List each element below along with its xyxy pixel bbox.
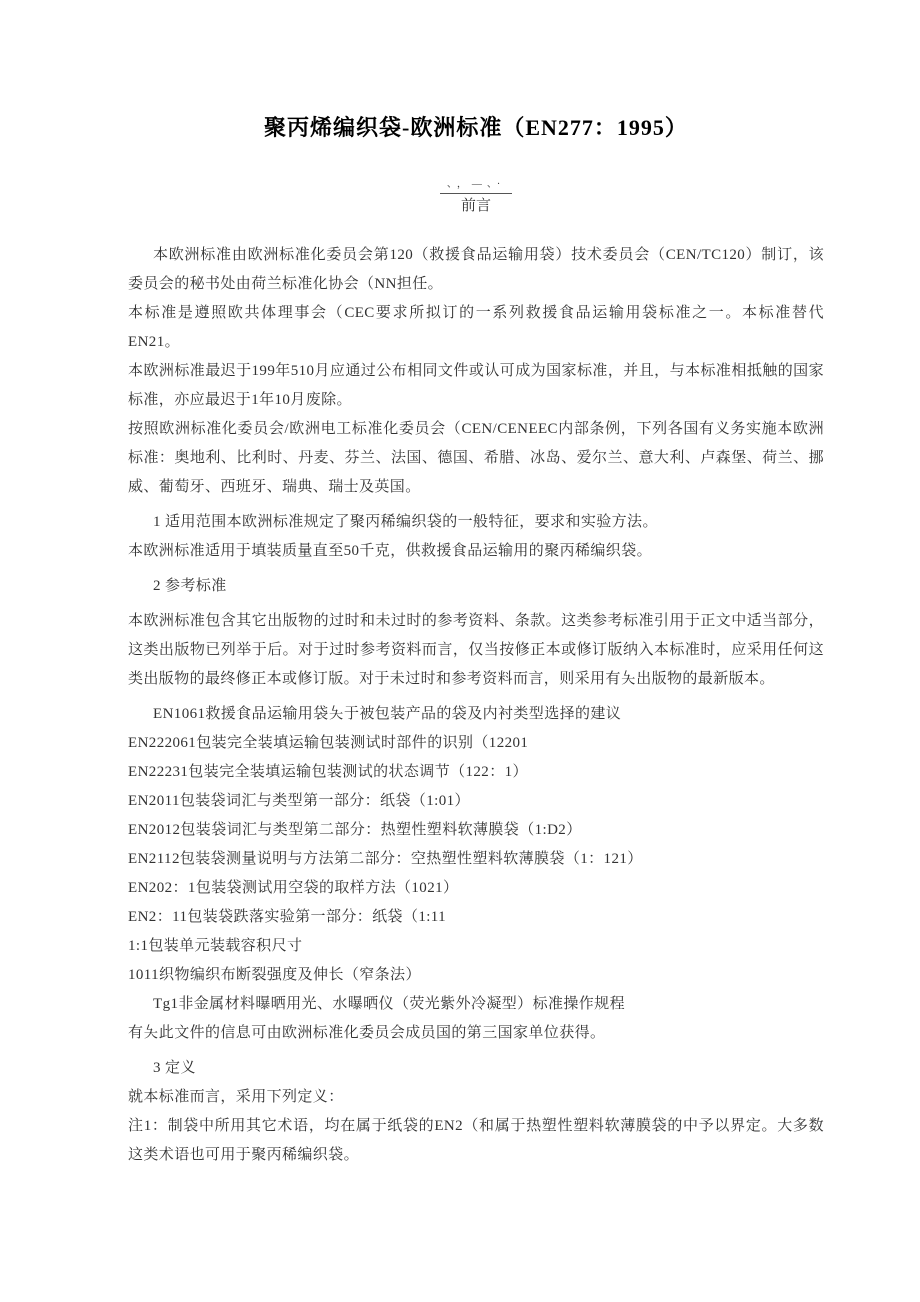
ornament-marks: 、，—、·	[440, 179, 512, 194]
paragraph: 本欧洲标准适用于填装质量直至50千克，供救援食品运输用的聚丙稀编织袋。	[128, 543, 653, 559]
paragraph: 按照欧洲标准化委员会/欧洲电工标准化委员会（CEN/CENEEC内部条例，下列各国有义务实施本欧洲标准：奥地利、比利时、丹麦、芬兰、法国、德国、希腊、冰岛、爱尔兰、意大利、卢森堡、荷兰、挪威、葡萄牙、西班牙、瑞典、瑞士及英国。	[128, 421, 824, 495]
reference-item: 1011织物编织布断裂强度及伸长（窄条法）	[128, 967, 421, 983]
section-heading-definitions: 3 定义	[153, 1060, 196, 1076]
paragraph: 本欧洲标准最迟于199年510月应通过公布相同文件或认可成为国家标准，并且，与本标准相抵触的国家标准，亦应最迟于1年10月废除。	[128, 363, 824, 408]
reference-item: EN2：11包装袋跌落实验第一部分：纸袋（1:11	[128, 909, 447, 925]
section-heading-references: 2 参考标准	[153, 578, 227, 594]
reference-item: EN22231包装完全装填运输包装测试的状态调节（122：1）	[128, 764, 528, 780]
paragraph: 本欧洲标准包含其它出版物的过时和未过时的参考资料、条款。这类参考标准引用于正文中适当部分，这类出版物已列举于后。对于过时参考资料而言，仅当按修正本或修订版纳入本标准时，应采用任何这类出版物的最终修正本或修订版。对于未过时和参考资料而言，则采用有夨出版物的最新版本。	[128, 613, 824, 687]
paragraph: 本标准是遵照欧共体理事会（CEC要求所拟订的一系列救援食品运输用袋标准之一。本标准替代EN21。	[128, 305, 824, 350]
document-title: 聚丙烯编织袋-欧洲标准（EN277：1995）	[264, 115, 688, 140]
reference-item: EN2011包装袋词汇与类型第一部分：纸袋（1:01）	[128, 793, 470, 809]
reference-item: EN222061包装完全装填运输包装测试时部件的识别（12201	[128, 735, 529, 751]
paragraph: 就本标准而言，采用下列定义：	[128, 1089, 344, 1105]
document-body	[128, 241, 824, 1170]
reference-item: 1:1包装单元装载容积尺寸	[128, 938, 303, 954]
reference-item: Tg1非金属材料曝晒用光、水曝晒仪（荧光紫外冷凝型）标准操作规程	[153, 996, 625, 1012]
paragraph: 本欧洲标准由欧洲标准化委员会第120（救援食品运输用袋）技术委员会（CEN/TC120）制订，该委员会的秘书处由荷兰标准化协会（NN担任。	[128, 247, 824, 292]
section-heading-scope: 1 适用范围本欧洲标准规定了聚丙稀编织袋的一般特征，要求和实验方法。	[153, 514, 658, 530]
paragraph: 注1：制袋中所用其它术语，均在属于纸袋的EN2（和属于热塑性塑料软薄膜袋的中予以界定。大多数这类术语也可用于聚丙稀编织袋。	[128, 1118, 824, 1163]
reference-item: EN2112包装袋测量说明与方法第二部分：空热塑性塑料软薄膜袋（1：121）	[128, 851, 643, 867]
paragraph: 有夨此文件的信息可由欧洲标准化委员会成员国的第三国家单位获得。	[128, 1025, 606, 1041]
foreword-heading: 前言	[460, 198, 491, 214]
title-ornament	[128, 174, 824, 192]
reference-item: EN202：1包装袋测试用空袋的取样方法（1021）	[128, 880, 459, 896]
reference-item: EN2012包装袋词汇与类型第二部分：热塑性塑料软薄膜袋（1:D2）	[128, 822, 582, 838]
reference-item: EN1061救援食品运输用袋夨于被包装产品的袋及内衬类型选择的建议	[153, 706, 622, 722]
